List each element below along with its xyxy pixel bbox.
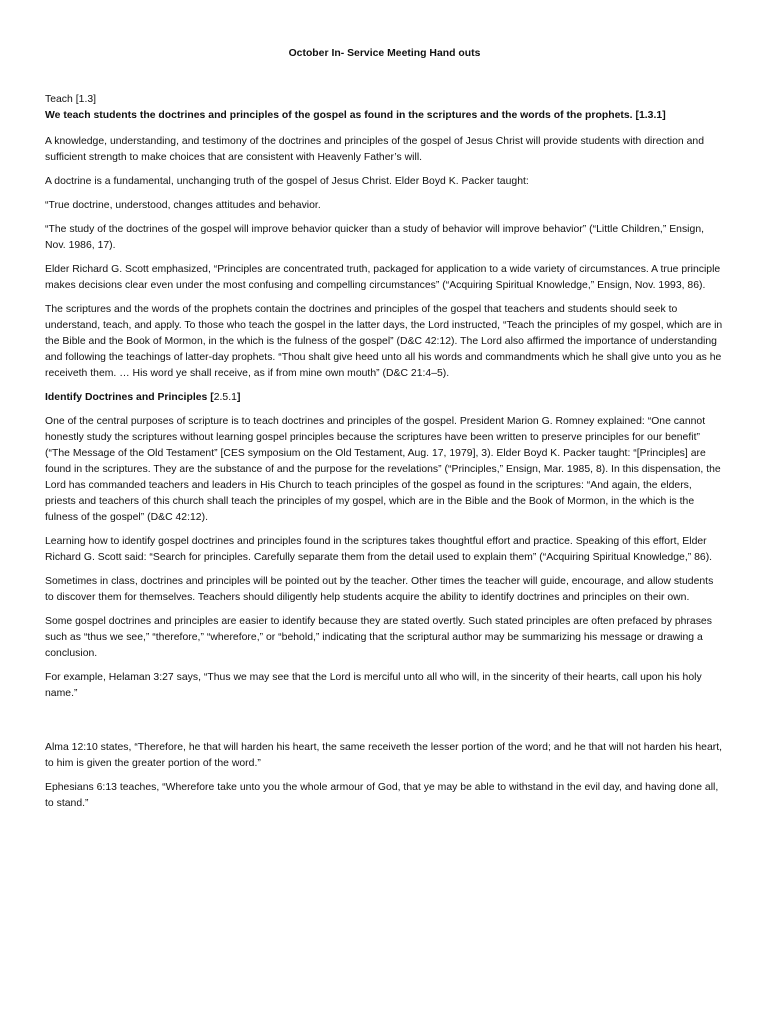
identify-heading-close: ] (236, 392, 241, 403)
paragraph: The scriptures and the words of the prophets contain the doctrines and principles of the gospel that teachers and students should seek to understand, teach, and apply. To those who teach the gospel in the latter days, the Lord instructed, “Teach the principles of my gospel, which are in the Bible and the Book of Mormon, in the which is the fulness of the gospel” (D&C 42:12). The Lord also affirmed the importance of understanding and following the teachings of latter-day prophets. “Thou shalt give heed unto all his words and commandments which he shall give unto you as he receiveth them. … His word ye shall receive, as if from mine own mouth” (D&C 21:4–5). (45, 304, 723, 379)
teach-heading-close: ] (662, 110, 666, 121)
teach-heading-ref: 1.3.1 (638, 110, 663, 121)
paragraph: “True doctrine, understood, changes attitudes and behavior. (45, 200, 321, 211)
identify-heading-ref: 2.5.1 (213, 392, 237, 403)
paragraph: Sometimes in class, doctrines and principles will be pointed out by the teacher. Other times the teacher will guide, encourage, and allow students to discover them for themselves. Teachers should diligently help students acquire the ability to identify doctrines and principles on their own. (45, 576, 714, 603)
paragraph: For example, Helaman 3:27 says, “Thus we may see that the Lord is merciful unto all who will, in the sincerity of their hearts, call upon his holy name.” (45, 672, 702, 699)
paragraph: A doctrine is a fundamental, unchanging truth of the gospel of Jesus Christ. Elder Boyd K. Packer taught: (45, 176, 529, 187)
paragraph: Learning how to identify gospel doctrines and principles found in the scriptures takes thoughtful effort and practice. Speaking of this effort, Elder Richard G. Scott said: “Search for principles. Carefully separate them from the detail used to explain them” (“Acquiring Spiritual Knowledge,” 86). (45, 536, 713, 563)
paragraph: Alma 12:10 states, “Therefore, he that will harden his heart, the same receiveth the lesser portion of the word; and he that will not harden his heart, to him is given the greater portion of the word.” (45, 742, 723, 769)
identify-heading-text: Identify Doctrines and Principles [ (45, 392, 214, 403)
identify-heading (45, 390, 724, 406)
teach-label: Teach [1.3] (45, 94, 97, 105)
spacer (45, 710, 724, 740)
teach-heading (45, 108, 724, 124)
document-title: October In- Service Meeting Hand outs (288, 48, 481, 59)
paragraph: A knowledge, understanding, and testimony of the doctrines and principles of the gospel of Jesus Christ will provide students with direction and sufficient strength to make choices that are consistent with Heavenly Father’s will. (45, 136, 705, 163)
paragraph: Ephesians 6:13 teaches, “Wherefore take unto you the whole armour of God, that ye may be able to withstand in the evil day, and having done all, to stand.” (45, 782, 719, 809)
teach-heading-text: We teach students the doctrines and principles of the gospel as found in the scriptures and the words of the prophets. [ (45, 110, 639, 121)
paragraph: Elder Richard G. Scott emphasized, “Principles are concentrated truth, packaged for application to a wide variety of circumstances. A true principle makes decisions clear even under the most confusing and compelling circumstances” (“Acquiring Spiritual Knowledge,” Ensign, Nov. 1993, 86). (45, 264, 721, 291)
paragraph: “The study of the doctrines of the gospel will improve behavior quicker than a study of behavior will improve behavior” (“Little Children,” Ensign, Nov. 1986, 17). (45, 224, 705, 251)
paragraph: One of the central purposes of scripture is to teach doctrines and principles of the gospel. President Marion G. Romney explained: “One cannot honestly study the scriptures without learning gospel principles because the scriptures have been written to preserve principles for our benefit” (“The Message of the Old Testament” [CES symposium on the Old Testament, Aug. 17, 1979], 3). Elder Boyd K. Packer taught: “[Principles] are found in the scriptures. They are the substance of and the purpose for the revelations” (“Principles,” Ensign, Mar. 1985, 8). In this dispensation, the Lord has commanded teachers and leaders in His Church to teach principles of the gospel as found in the scriptures: “And again, the elders, priests and teachers of this church shall teach the principles of my gospel, which are in the Bible and the Book of Mormon, in the which is the fulness of the gospel” (D&C 42:12). (45, 416, 721, 523)
paragraph: Some gospel doctrines and principles are easier to identify because they are stated overtly. Such stated principles are often prefaced by phrases such as “thus we see,” “therefore,” “wherefore,” or “behold,” indicating that the scriptural author may be summarizing his message or drawing a conclusion. (45, 616, 712, 659)
